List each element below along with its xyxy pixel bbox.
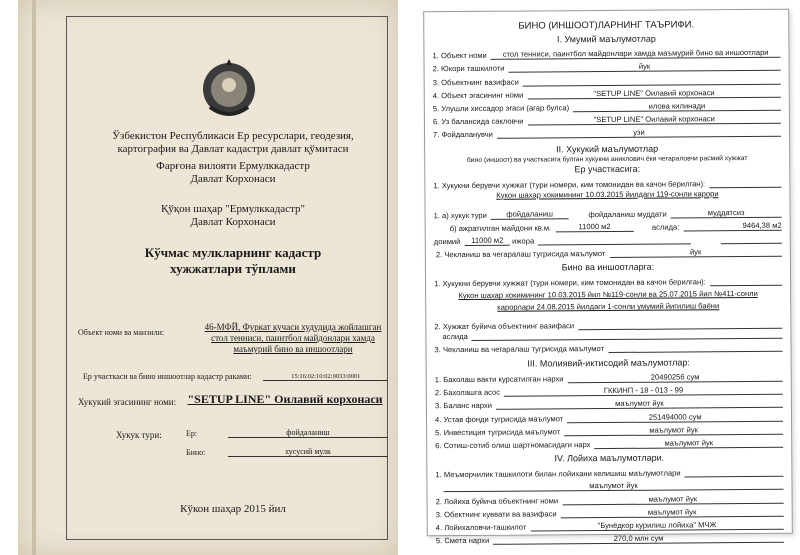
bld-purpose-label: 2. Хужжат буйича объектнинг вазифаси — [434, 320, 575, 331]
section-4-header: IV. Лойиха маълумотлари. — [554, 452, 665, 464]
binding-edge — [32, 0, 36, 555]
row-value: 251494000 сум — [567, 411, 783, 423]
row-label: 5. Улушли хиссадор эгаси (агар булса) — [432, 103, 570, 114]
building-label: Бино: — [186, 448, 206, 457]
form-row — [433, 98, 781, 114]
row-label: 5. Смета нархи — [435, 535, 490, 546]
bld-doc-label: 1. Хукукни берувчи хужжат (тури номери, ким томонидан ва качон берилган): — [434, 277, 706, 289]
bld-doc-value-2: карорлари 24.08.2015 йилдаги 1-сонли умумий йигилиш баёни — [497, 301, 720, 313]
cover-page — [18, 0, 398, 555]
arch-row — [435, 464, 783, 480]
term-value: муддатсиз — [671, 207, 782, 218]
row-label: 2. Лойиха буйича объектнинг номи — [435, 495, 559, 506]
form-row — [435, 408, 783, 424]
bld-restrict-line — [608, 351, 782, 353]
owner-label: Хукукий эгасининг номи: — [78, 397, 177, 407]
row-value: ГККИНП - 18 - 013 - 99 — [504, 385, 783, 397]
row-label: 4. Объект эгасининг номи — [432, 90, 524, 100]
land-row — [186, 428, 388, 438]
row-value: маълумот йук — [561, 506, 784, 518]
arch-label: 1. Меъморчилик ташкилоти билан лойихани келишиш маълумотлари — [435, 468, 681, 480]
org-name: Ўзбекистон Республикаси Ер ресурслари, геодезия, картография ва Давлат кадастри давлат қўмитаси — [112, 130, 354, 155]
form-row — [435, 395, 783, 411]
row-label: 6. Сотиш-сотиб олиш шартномасидаги нарх — [435, 440, 591, 451]
form-row — [436, 490, 784, 506]
row-label: 1. Объект номи — [432, 51, 487, 61]
cadastre-value: 15:16:02:10:02:0033:0001 — [263, 373, 388, 381]
land-doc-row — [433, 174, 781, 190]
owner-row — [78, 392, 388, 407]
cadastre-row — [83, 372, 388, 381]
section-3-header: III. Молиявий-иктисодий маълумотлар: — [527, 357, 690, 369]
land-value: фойдаланиш — [228, 428, 388, 438]
section-2-subtitle: бино (иншоот) ва участкасига булган хукукни аниклович ёки чегараловчи расмий хужжат — [466, 155, 748, 165]
object-label: Объект номи ва манзили: — [78, 328, 165, 337]
term-label: фойдаланиш муддати — [588, 209, 667, 219]
row-value: стол тенниси, паинтбол майдонлари хамда маъмурий бино ва иншоотлари — [491, 48, 781, 60]
right-type-label: 1. а) хукук тури — [433, 210, 487, 220]
row-value: "SETUP LINE" Оилавий корхонаси — [527, 114, 781, 126]
region-org: Фарғона вилояти Ермулккадастр Давлат Корхонаси — [156, 160, 310, 185]
page-title: БИНО (ИНШООТ)ЛАРНИНГ ТАЪРИФИ. — [518, 19, 695, 32]
arch-value-row — [435, 477, 783, 493]
row-value: маълумот йук — [594, 438, 783, 449]
land-header: Ер участкасига: — [574, 164, 641, 175]
form-row — [435, 369, 783, 385]
building-header: Бино ва иншоотларга: — [561, 261, 655, 273]
cover-footer: Кўкон шаҳар 2015 йил — [180, 503, 286, 515]
form-row — [435, 421, 783, 437]
actual-label: аслида: — [651, 222, 680, 232]
right-type-value: фойдаланиш — [491, 209, 569, 220]
state-emblem-icon — [198, 55, 260, 121]
bld-purpose-row — [434, 315, 782, 331]
row-value: маълумот йук — [562, 493, 784, 505]
row-value: илова килинади — [573, 101, 781, 112]
row-label: 4. Устав фонди тугрисида маълумот — [434, 413, 564, 424]
project-rows — [436, 490, 784, 545]
general-info-rows — [432, 45, 781, 140]
permanent-value: 11000 м2 — [464, 236, 510, 246]
city-org: Қўқон шаҳар "Ермулккадастр" Давлат Корхонаси — [160, 203, 305, 228]
form-row — [436, 503, 784, 519]
object-value: 46-МФЙ, Фуркат кучаси худудида жойлашган стол тенниси, паинтбол майдонлари хамда маъмурий бино ва иншоотлари — [204, 322, 382, 354]
section-1-header: I. Умумий маълумотлар — [556, 33, 656, 45]
row-value: 20490256 сум — [567, 372, 782, 384]
building-row — [186, 447, 388, 457]
form-row — [433, 84, 781, 100]
arch-value: маълумот йук — [443, 480, 783, 492]
actual-value: 9464,38 м2 — [683, 221, 781, 232]
row-label: 3. Обектнинг куввати ва вазифаси — [435, 509, 557, 519]
area-label: б) ажратилган майдони кв.м. — [449, 223, 552, 233]
owner-value: "SETUP LINE" Оилавий корхонаси — [187, 392, 383, 406]
right-type-label: Хукук тури: — [116, 430, 162, 440]
form-row — [436, 530, 784, 546]
bld-restrict-row — [434, 338, 782, 354]
permanent-row — [434, 231, 782, 247]
land-doc-label: 1. Хукукни берувчи хужжат (тури номери, ким томонидан ва качон берилган): — [433, 178, 706, 190]
land-restrict-row — [434, 244, 782, 260]
form-row — [436, 516, 784, 532]
row-value: "SETUP LINE" Оилавий корхонаси — [527, 88, 781, 100]
cadastre-label: Ер участкаси ва бино иншоотлар кадастр раками: — [83, 372, 252, 381]
right-type-row — [434, 204, 782, 220]
area-row — [434, 217, 782, 233]
permanent-label: доимий — [433, 237, 461, 247]
financial-rows — [435, 369, 784, 451]
form-row — [433, 58, 781, 74]
building-value: хусусий мулк — [228, 447, 388, 457]
bld-doc-value-1: Кукон шахар хокимининг 10.03.2015 йил №119-сонли ва 25.07.2015 йил №411-сонли — [458, 289, 758, 301]
row-label: 3. Баланс нархи — [434, 401, 492, 411]
bld-doc-line — [710, 285, 782, 287]
land-doc-value: Кукон шахар хокимининг 10.03.2015 йилдаги 119-сонли карори — [496, 188, 719, 200]
building-description-page — [423, 9, 793, 546]
form-row — [433, 124, 781, 140]
bld-doc-row — [434, 273, 782, 289]
row-label: 6. Уз балансида сакловчи — [432, 116, 524, 127]
row-value: узи — [497, 127, 781, 139]
row-label: 2. Юкори ташкилоти — [432, 64, 505, 74]
land-restrict-label: 2. Чекланиш ва чегаралаш тугрисида маълумот — [435, 249, 606, 260]
row-label: 1. Бахолаш вакти курсатилган нархи — [434, 374, 564, 385]
form-row — [433, 71, 781, 87]
land-restrict-value: йук — [609, 247, 782, 258]
row-label: 3. Объектнинг вазифаси — [432, 77, 519, 87]
row-value: "Бунёдкор курилиш лойиха" МЧЖ — [530, 520, 784, 532]
row-label: 5. Инвестиция тугрисида маълумот — [435, 427, 561, 437]
row-label: 4. Лойихаловчи-ташкилот — [435, 522, 527, 533]
form-row — [435, 435, 783, 451]
area-value: 11000 м2 — [555, 222, 634, 233]
bld-restrict-label: 3. Чекланиш ва чегаралаш тугрисида маълумот — [434, 343, 605, 355]
cover-title: Кўчмас мулкларнинг кадастр хужжатлари тўплами — [144, 245, 322, 276]
form-row — [435, 382, 783, 398]
section-2-header: II. Хукукий маълумотлар — [556, 143, 659, 155]
row-value: 270,0 млн сум — [493, 533, 784, 545]
row-label: 2. Бахолашга асос — [434, 387, 501, 398]
row-value: маълумот йук — [564, 425, 783, 437]
land-label: Ер: — [186, 429, 198, 438]
lease-label: ижора — [512, 236, 535, 246]
bld-actual-label: аслида — [442, 331, 468, 341]
form-row — [432, 45, 780, 61]
row-label: 7. Фойдаланувчи — [433, 130, 493, 140]
row-value: йук — [508, 61, 780, 73]
form-row — [433, 111, 781, 127]
row-value: маълумот йук — [496, 398, 783, 410]
